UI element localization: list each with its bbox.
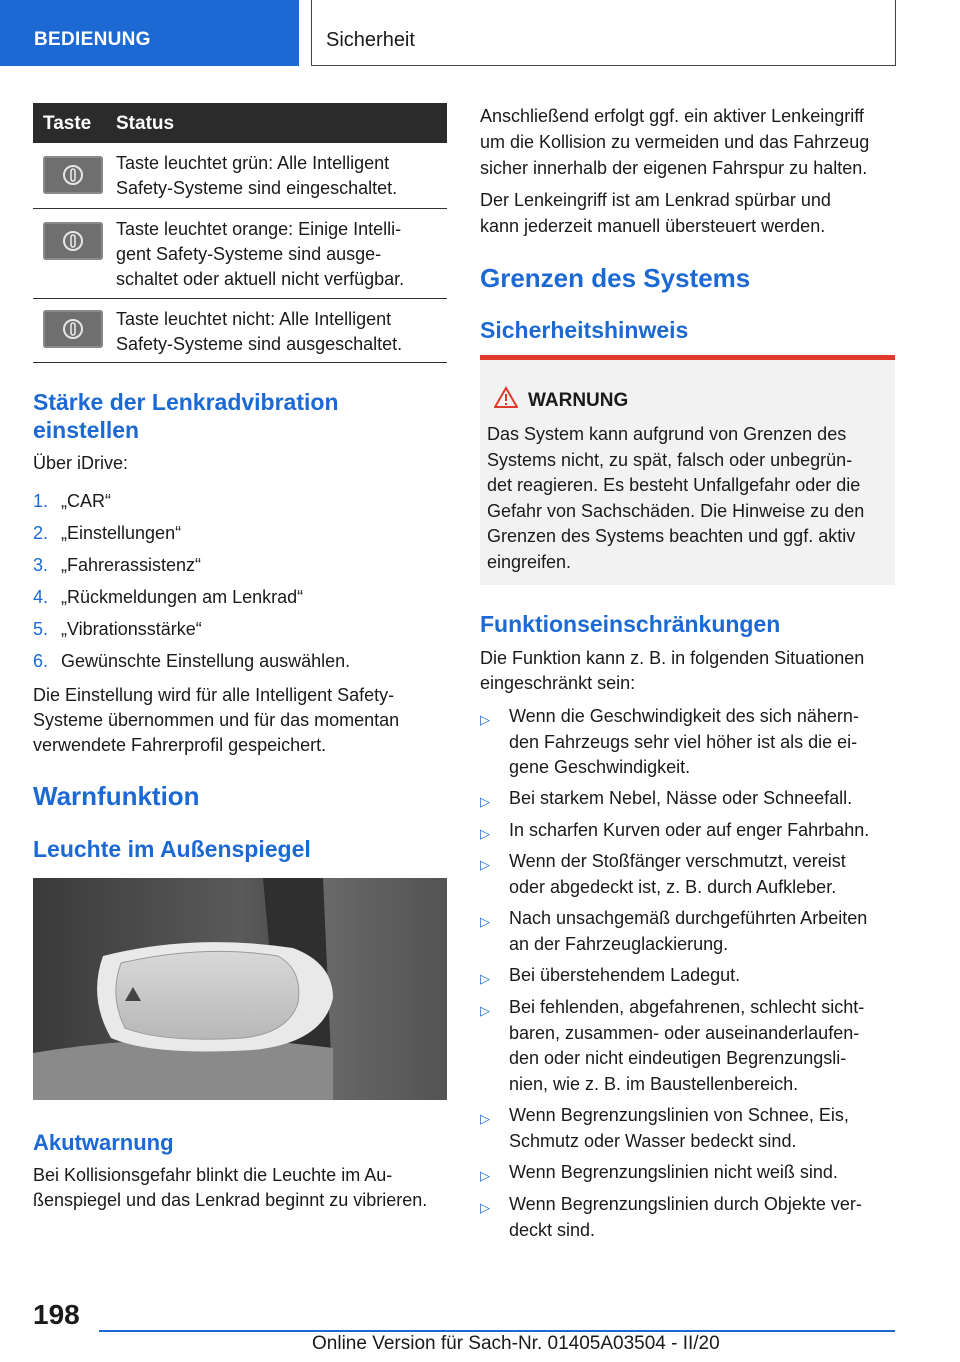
warning-triangle-icon	[494, 386, 518, 408]
status-text-line: Taste leuchtet orange: Einige Intelli-	[116, 219, 402, 239]
table-row	[33, 209, 447, 299]
status-text-line: Taste leuchtet nicht: Alle Intelligent	[116, 309, 392, 329]
chapter-label: Sicherheit	[326, 29, 415, 51]
safety-notice-heading: Sicherheitshinweis	[480, 317, 689, 343]
section-tab	[0, 0, 299, 66]
safety-button-icon	[43, 222, 103, 260]
lane-intervention-text: Anschließend erfolgt ggf. ein aktiver Lenkeingriff um die Kollision zu vermeiden und das Fahrzeug sicher innerhalb der eigenen Fahrspur zu halten.	[480, 106, 870, 178]
table-row	[33, 143, 447, 209]
akutwarnung-heading: Akutwarnung	[33, 1130, 174, 1155]
vibration-heading: Stärke der Lenkradvibration einstellen	[33, 389, 339, 443]
status-text-line: Taste leuchtet grün: Alle Intelligent	[116, 153, 390, 173]
column-header-status: Status	[116, 113, 175, 134]
chapter-tab	[311, 0, 896, 66]
safety-button-icon	[43, 310, 103, 348]
page-number: 198	[33, 1299, 80, 1330]
warning-body: Das System kann aufgrund von Grenzen des Systems nicht, zu spät, falsch oder unbegrün- det reagieren. Es besteht Unfallgefahr oder die Gefahr von Sachschäden. Die Hinweise zu den Grenzen des Systems beachten und ggf. aktiv eingreifen.	[487, 424, 865, 572]
restrictions-heading: Funktionseinschränkungen	[480, 611, 781, 637]
status-text-line: schaltet oder aktuell nicht verfügbar.	[116, 269, 405, 289]
restrictions-intro: Die Funktion kann z. B. in folgenden Situationen eingeschränkt sein:	[480, 648, 865, 693]
warning-title: WARNUNG	[528, 390, 629, 411]
status-text-line: gent Safety-Systeme sind ausge-	[116, 244, 382, 264]
vibration-note: Die Einstellung wird für alle Intelligent Safety- Systeme übernommen und für das momentan verwendete Fahrerprofil gespeichert.	[33, 685, 400, 755]
idrive-intro: Über iDrive:	[33, 453, 129, 473]
steering-note: Der Lenkeingriff ist am Lenkrad spürbar und kann jederzeit manuell übersteuert werden.	[480, 190, 831, 236]
limits-heading: Grenzen des Systems	[480, 263, 751, 293]
footer-text: Online Version für Sach-Nr. 01405A03504 - II/20	[312, 1333, 720, 1354]
warnfunktion-heading: Warnfunktion	[33, 781, 200, 811]
column-header-key: Taste	[43, 113, 92, 134]
footer-divider	[99, 1330, 895, 1332]
side-mirror-image	[33, 878, 447, 1100]
warning-box	[480, 355, 895, 585]
akutwarnung-text: Bei Kollisionsgefahr blinkt die Leuchte im Au- ßenspiegel und das Lenkrad beginnt zu vibrieren.	[33, 1165, 428, 1210]
safety-button-icon	[43, 156, 103, 194]
table-header	[33, 103, 447, 143]
button-status-table	[33, 103, 447, 363]
section-label: BEDIENUNG	[34, 29, 151, 50]
table-row	[33, 299, 447, 363]
mirror-light-heading: Leuchte im Außenspiegel	[33, 836, 311, 862]
status-text-line: Safety-Systeme sind eingeschaltet.	[116, 178, 398, 198]
status-text-line: Safety-Systeme sind ausgeschaltet.	[116, 334, 403, 354]
